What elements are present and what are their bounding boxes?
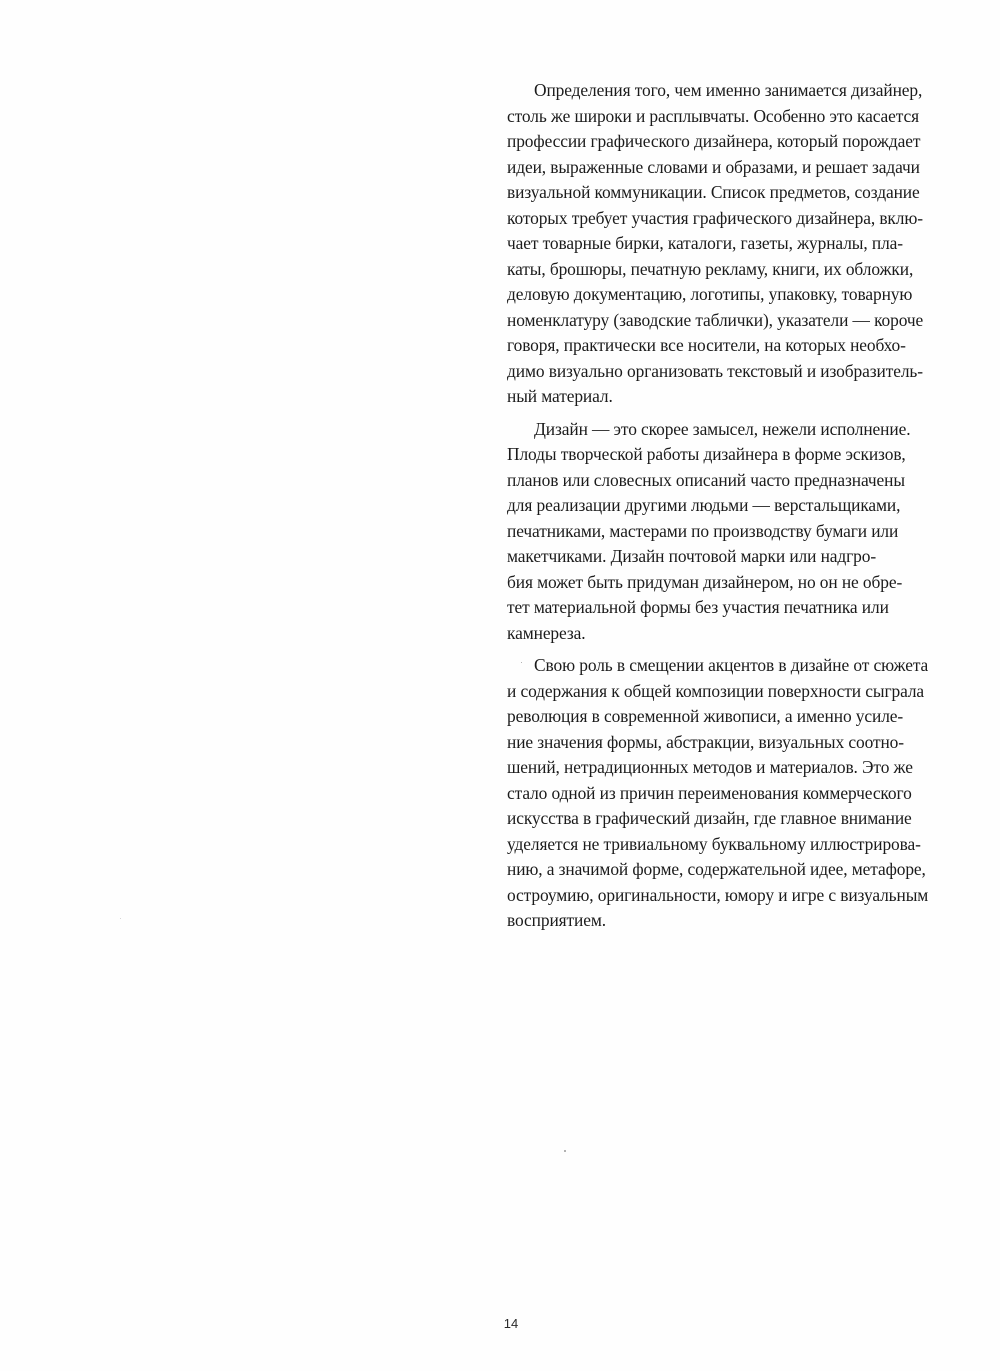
text-line: деловую документацию, логотипы, упаковку, товарную: [507, 284, 913, 304]
text-line: чает товарные бирки, каталоги, газеты, журналы, пла-: [507, 233, 903, 253]
text-line: для реализации другими людьми — верстальщиками,: [507, 495, 901, 515]
text-line: восприятием.: [507, 910, 607, 930]
scan-speck: [564, 1150, 566, 1152]
text-line: идеи, выраженные словами и образами, и решает задачи: [507, 156, 920, 177]
text-line: ние значения формы, абстракции, визуальных соотно-: [507, 731, 904, 752]
text-line: печатниками, мастерами по производству бумаги или: [507, 520, 899, 541]
text-line: столь же широки и расплывчаты. Особенно это касается: [507, 105, 920, 126]
paragraph-design-vs-execution: [507, 417, 987, 647]
text-line: Дизайн — это скорее замысел, нежели исполнение.: [534, 418, 911, 439]
text-line: шений, нетрадиционных методов и материалов. Это же: [507, 757, 913, 777]
paragraph-painting-revolution: [507, 653, 987, 934]
text-line: и содержания к общей композиции поверхности сыграла: [507, 680, 925, 701]
text-line: говоря, практически все носители, на которых необхо-: [507, 335, 906, 355]
text-line: ный материал.: [507, 386, 613, 406]
text-line: макетчиками. Дизайн почтовой марки или надгро-: [507, 546, 877, 566]
scan-speck: [120, 918, 121, 919]
text-line: камнереза.: [507, 622, 586, 643]
text-line: искусства в графический дизайн, где главное внимание: [507, 808, 912, 828]
text-line: уделяется не тривиальному буквальному иллюстрирова-: [507, 833, 921, 854]
text-line: визуальной коммуникации. Список предметов, создание: [507, 182, 920, 202]
text-line: каты, брошюры, печатную рекламу, книги, их обложки,: [507, 258, 914, 279]
paragraph-designer-definition: [507, 78, 987, 410]
text-line: Плоды творческой работы дизайнера в форме эскизов,: [507, 444, 906, 464]
text-line: революция в современной живописи, а именно усиле-: [507, 706, 904, 726]
text-line: нию, а значимой форме, содержательной идее, метафоре,: [507, 859, 926, 879]
text-line: профессии графического дизайнера, который порождает: [507, 131, 921, 151]
body-text: [507, 78, 987, 934]
page-number: 14: [503, 1316, 519, 1331]
text-line: тет материальной формы без участия печатника или: [507, 597, 889, 617]
text-line: номенклатуру (заводские таблички), указатели — короче: [507, 309, 924, 330]
text-line: Определения того, чем именно занимается дизайнер,: [534, 80, 923, 100]
text-line: которых требует участия графического дизайнера, вклю-: [507, 207, 923, 228]
text-line: димо визуально организовать текстовый и изобразитель-: [507, 360, 923, 381]
text-line: бия может быть придуман дизайнером, но он не обре-: [507, 571, 903, 592]
text-line: остроумию, оригинальности, юмору и игре с визуальным: [507, 884, 929, 905]
text-line: планов или словесных описаний часто предназначены: [507, 469, 905, 490]
text-line: Свою роль в смещении акцентов в дизайне от сюжета: [534, 655, 929, 675]
text-line: стало одной из причин переименования коммерческого: [507, 782, 912, 803]
